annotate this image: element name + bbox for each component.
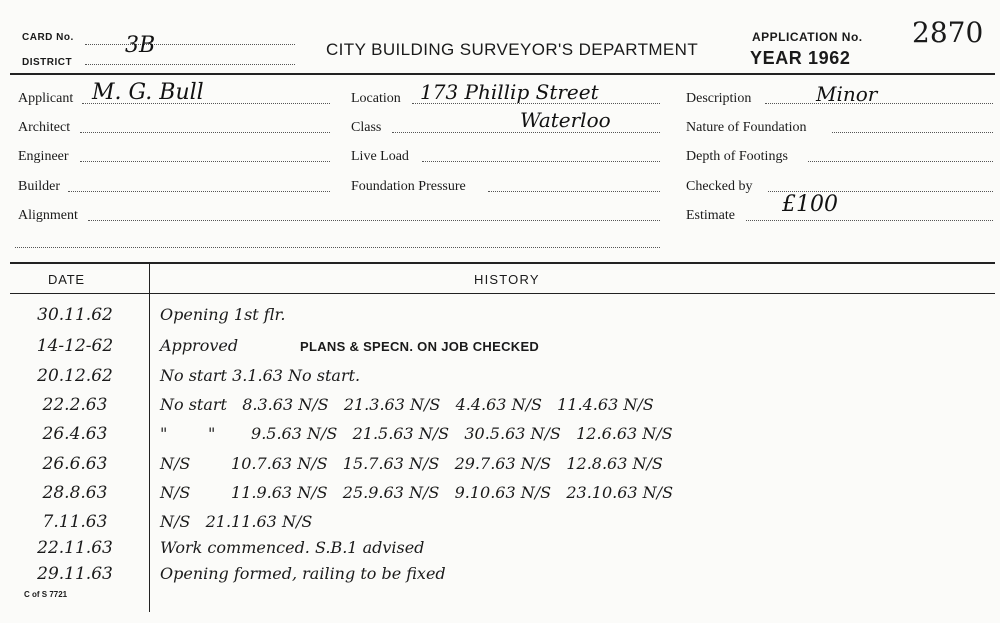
estimate-line <box>746 220 993 221</box>
architect-line <box>80 132 330 133</box>
table-header-border <box>10 293 995 294</box>
application-number: 2870 <box>912 16 984 49</box>
district-value: 3B <box>125 33 156 58</box>
district-line <box>85 64 295 65</box>
row-date: 29.11.63 <box>37 564 113 584</box>
row-entry: Opening formed, railing to be fixed <box>160 564 446 583</box>
history-column-header: HISTORY <box>474 272 540 287</box>
form-code: C of S 7721 <box>24 590 68 599</box>
row-date: 22.2.63 <box>42 395 108 415</box>
row-stamp: PLANS & SPECN. ON JOB CHECKED <box>300 339 540 354</box>
row-entry: Opening 1st flr. <box>160 305 286 324</box>
builder-line <box>68 191 330 192</box>
row-date: 26.6.63 <box>42 454 108 474</box>
engineer-label: Engineer <box>18 149 69 164</box>
class-label: Class <box>351 120 382 135</box>
checked-by-label: Checked by <box>686 179 753 194</box>
row-date: 26.4.63 <box>42 424 108 444</box>
row-date: 7.11.63 <box>42 512 108 532</box>
department-title: CITY BUILDING SURVEYOR'S DEPARTMENT <box>326 40 699 59</box>
row-entry: No start 8.3.63 N/S 21.3.63 N/S 4.4.63 N/S 11.4.63 N/S <box>160 395 654 414</box>
application-label: APPLICATION No. <box>752 30 863 44</box>
description-line <box>765 103 993 104</box>
row-date: 14-12-62 <box>36 336 114 356</box>
estimate-label: Estimate <box>686 208 735 223</box>
table-top-border <box>10 262 995 264</box>
date-column-divider <box>149 262 150 612</box>
row-date: 22.11.63 <box>37 538 113 558</box>
foundation-pressure-line <box>488 191 660 192</box>
class-line <box>392 132 660 133</box>
row-entry: N/S 21.11.63 N/S <box>160 512 313 531</box>
depth-of-footings-label: Depth of Footings <box>686 149 788 164</box>
live-load-line <box>422 161 660 162</box>
builder-label: Builder <box>18 179 60 194</box>
estimate-value: £100 <box>782 192 838 217</box>
row-date: 30.11.62 <box>37 305 113 325</box>
card-no-line <box>85 44 295 45</box>
description-label: Description <box>686 91 752 106</box>
description-value: Minor <box>816 82 878 106</box>
district-label: DISTRICT <box>22 57 73 68</box>
location-label: Location <box>351 91 401 106</box>
row-entry: " " 9.5.63 N/S 21.5.63 N/S 30.5.63 N/S 12.6.63 N/S <box>160 424 673 443</box>
row-entry: Work commenced. S.B.1 advised <box>160 538 425 557</box>
alignment-line-2 <box>15 247 660 248</box>
engineer-line <box>80 161 330 162</box>
row-date: 28.8.63 <box>42 483 108 503</box>
applicant-value: M. G. Bull <box>92 80 204 105</box>
row-entry: Approved <box>160 336 239 355</box>
foundation-pressure-label: Foundation Pressure <box>351 179 466 194</box>
architect-label: Architect <box>18 120 71 135</box>
location-value: 173 Phillip Street <box>420 80 599 104</box>
row-entry: N/S 11.9.63 N/S 25.9.63 N/S 9.10.63 N/S 23.10.63 N/S <box>160 483 674 502</box>
row-date: 20.12.62 <box>37 366 113 386</box>
class-value: Waterloo <box>520 108 611 132</box>
date-column-header: DATE <box>48 272 85 287</box>
depth-line <box>808 161 993 162</box>
alignment-label: Alignment <box>18 208 78 223</box>
header-divider <box>10 73 995 75</box>
row-entry: No start 3.1.63 No start. <box>160 366 361 385</box>
row-entry: N/S 10.7.63 N/S 15.7.63 N/S 29.7.63 N/S 12.8.63 N/S <box>160 454 663 473</box>
live-load-label: Live Load <box>351 149 409 164</box>
nature-line <box>832 132 993 133</box>
nature-of-foundation-label: Nature of Foundation <box>686 120 807 135</box>
card-no-label: CARD No. <box>22 32 74 43</box>
applicant-label: Applicant <box>18 91 74 106</box>
year-label: YEAR 1962 <box>750 48 851 68</box>
alignment-line <box>88 220 660 221</box>
